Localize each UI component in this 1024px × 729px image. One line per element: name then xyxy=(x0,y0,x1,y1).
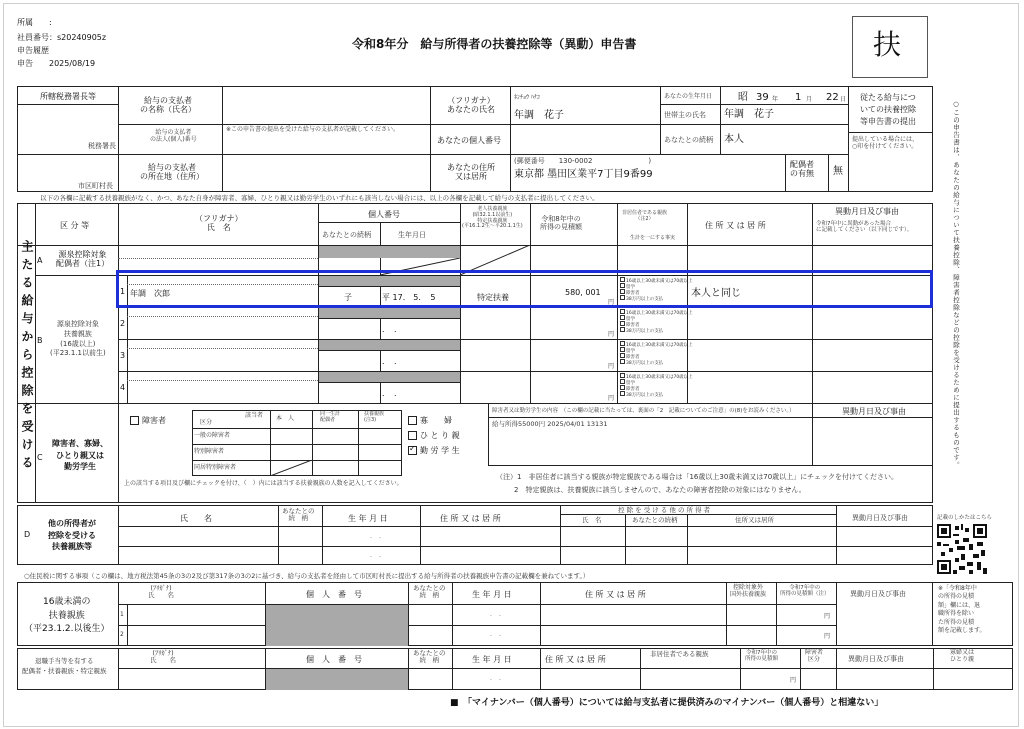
u16-birth-dots-1: ． ． xyxy=(490,611,506,618)
birth-month: 1 xyxy=(795,92,802,103)
affiliation-label: 所属 : xyxy=(17,18,52,27)
householder-value: 年調 花子 xyxy=(724,109,774,120)
u16-row-1: 1 xyxy=(120,611,124,618)
tax-office-suffix: 税務署長 xyxy=(88,142,116,150)
dependent-birth: ． ． xyxy=(382,389,402,398)
d-header-address: 住 所 又 は 居 所 xyxy=(440,514,501,523)
nonresident-option[interactable]: 留学 xyxy=(620,283,635,290)
income-yen: 円 xyxy=(608,363,615,370)
header-change: 異動月日及び事由 xyxy=(835,207,899,216)
section-b-letter: B xyxy=(37,336,43,345)
dependent-income: 580, 001 xyxy=(565,288,601,297)
disability-th-0: 区分 xyxy=(200,419,213,426)
declaration-date: 申告 2025/08/19 xyxy=(17,59,96,68)
retire-label: 退職手当等を有する 配偶者・扶養親族・特定親族 xyxy=(22,657,107,675)
d-header-change: 異動月日及び事由 xyxy=(852,514,908,522)
relation-value: 本人 xyxy=(724,134,744,145)
check-note: 上の該当する項目及び欄にチェックを付け、（ ）内には該当する扶養親族の人数を記入してください。 xyxy=(124,480,403,487)
d-header-birth: 生 年 月 日 xyxy=(348,514,388,523)
selection-highlight xyxy=(116,270,933,308)
u16-yen-1: 円 xyxy=(824,613,831,620)
ret-header-change: 異動月日及び事由 xyxy=(848,655,904,663)
header-relation: あなたとの続柄 xyxy=(322,231,371,239)
qr-label: 記載のしかたはこちら xyxy=(937,515,993,521)
dependent-type: 特定扶養 xyxy=(477,293,509,302)
u16-header-address: 住 所 又 は 居 所 xyxy=(585,590,646,599)
section-d-label: 他の所得者が 控除を受ける 扶養親族等 xyxy=(48,519,96,552)
relation-label: あなたとの続柄 xyxy=(664,136,713,144)
disability-slash xyxy=(270,460,312,476)
u16-yen-2: 円 xyxy=(824,633,831,640)
qr-code-icon[interactable] xyxy=(937,524,987,574)
header-nonresident-sub: 生計を一にする事実 xyxy=(630,235,676,241)
note-2: 2 特定親族は、扶養親族に該当しませんので、あなたの障害者控除の対象にはなりません。 xyxy=(514,486,806,494)
header-category: 区 分 等 xyxy=(60,221,90,230)
header-personal-number: 個人番号 xyxy=(368,210,400,219)
d-header-other-name: 氏 名 xyxy=(582,516,602,524)
payer-name-label: 給与の支払者 の名称（氏名） xyxy=(140,96,196,115)
ret-header-birth: 生 年 月 日 xyxy=(472,655,512,664)
ret-header-address: 住 所 又 は 居 所 xyxy=(545,655,606,664)
birth-label: あなたの生年月日 xyxy=(664,93,713,100)
disability-th-2: 本 人 xyxy=(276,415,295,422)
payer-address-label: 給与の支払者 の所在地（住所） xyxy=(140,163,204,182)
birth-year: 39 xyxy=(756,92,769,103)
dependent-birth: ． ． xyxy=(382,357,402,366)
disability-th-3: 同一生計 配偶者 xyxy=(320,411,341,423)
disability-row-1: 特別障害者 xyxy=(194,448,225,455)
u16-row-2: 2 xyxy=(120,631,124,638)
name-value: 年調 花子 xyxy=(514,110,564,121)
dependent-birth: 平 17． 5． 5 xyxy=(382,293,436,302)
u16-header-birth: 生 年 月 日 xyxy=(472,590,512,599)
spouse-label: 配偶者 の有無 xyxy=(790,160,814,179)
dependent-relation: 子 xyxy=(344,293,352,302)
furigana-label: （フリガナ） あなたの氏名 xyxy=(447,96,495,115)
nonresident-option[interactable]: 38万円以上の支払 xyxy=(620,295,663,302)
dependent-name: 年調 次郎 xyxy=(130,289,170,298)
income-yen: 円 xyxy=(608,395,615,402)
stamp-box xyxy=(852,16,928,78)
c-change-label: 異動月日及び事由 xyxy=(842,407,906,416)
ret-header-name: (ﾌﾘｶﾞﾅ) 氏 名 xyxy=(150,649,176,665)
section-b-label: 源泉控除対象 扶養親族 (16歳以上) (平23.1.1以前生) xyxy=(50,320,106,358)
nonresident-option[interactable]: 障害者 xyxy=(620,289,640,296)
disability-th-4: 扶養親族 (注3) xyxy=(364,411,385,423)
ret-birth-dots: ． ． xyxy=(490,675,506,682)
row-number: 2 xyxy=(120,319,126,328)
section-a-label: 源泉控除対象 配偶者（注1） xyxy=(56,250,110,269)
nonresident-option[interactable]: 38万円以上の支払 xyxy=(620,327,663,334)
tax-office-label: 所轄税務署長等 xyxy=(40,92,96,101)
d-header-other-relation: あなたとの続柄 xyxy=(632,516,678,524)
ret-header-nonresident: 非居住者である親族 xyxy=(650,650,709,658)
furigana-value: ﾈﾝﾁｮｳ ﾊﾅｺ xyxy=(514,94,540,101)
spouse-value: 無 xyxy=(833,166,843,177)
nonresident-option[interactable]: 38万円以上の支払 xyxy=(620,359,663,366)
disabled-checkbox[interactable]: 障害者 xyxy=(130,416,166,425)
birth-day-unit: 日 xyxy=(840,96,847,103)
ret-yen: 円 xyxy=(790,677,797,684)
nonresident-option[interactable]: 留学 xyxy=(620,379,635,386)
section-d-letter: D xyxy=(24,530,31,539)
section-c-letter: C xyxy=(37,453,43,462)
note-1: （注）1 非居住者に該当する親族が特定親族である場合は「16歳以上30歳未満又は70歳以上」にチェックを付けてください。 xyxy=(496,473,898,481)
birth-day: 22 xyxy=(826,92,839,103)
disability-th-1: 該当者 xyxy=(245,412,264,419)
working-student-checkbox[interactable]: ✓ 勤 労 学 生 xyxy=(409,444,460,455)
row-number: 1 xyxy=(120,287,126,296)
main-payer-note: 提出している場合には、 ○印を付けてください。 xyxy=(852,136,919,150)
disability-row-2: 同居特別障害者 xyxy=(194,464,237,471)
birth-month-unit: 月 xyxy=(806,96,813,103)
u16-header-change: 異動月日及び事由 xyxy=(850,590,906,598)
header-elderly: 老人扶養親族 (昭32.1.1以前生) 特定扶養親族 (平16.1.2生〜平20.1.1生) xyxy=(462,206,523,230)
dependent-birth: ． ． xyxy=(382,325,402,334)
u16-header-name: (ﾌﾘｶﾞﾅ) 氏 名 xyxy=(148,584,174,600)
householder-label: 世帯主の氏名 xyxy=(664,111,706,119)
nonresident-option[interactable]: 障害者 xyxy=(620,385,640,392)
note-line: 以下の各欄に記載する扶養親族がなく、かつ、あなた自身が障害者、寡婦、ひとり親又は勤労学生のいずれにも該当しない場合には、以上の各欄を記載して給与の支払者に提出してください。 xyxy=(40,194,599,202)
right-vertical-note: ○この申告書は、あなたの給与について扶養控除、障害者控除などの控除を受けるために提出するものです。 xyxy=(952,100,960,469)
postal-code: (郵便番号 130-0002 ) xyxy=(514,157,652,165)
content-label: 障害者又は勤労学生の内容 （この欄の記載に当たっては、裏面の「2 記載についてのご注意」の(8)をお読みください。） xyxy=(492,408,795,414)
d-birth-dots-1: ． ． xyxy=(370,533,386,540)
ret-header-number: 個 人 番 号 xyxy=(306,655,362,664)
header-address: 住 所 又 は 居 所 xyxy=(705,221,766,230)
nonresident-option[interactable]: 16歳以上30歳未満又は70歳以上 xyxy=(620,373,693,380)
income-yen: 円 xyxy=(608,299,615,306)
my-number-label: あなたの個人番号 xyxy=(437,136,501,145)
declaration-history: 申告履歴 xyxy=(17,46,49,55)
dependent-address: 本人と同じ xyxy=(691,288,741,299)
d-birth-dots-2: ． ． xyxy=(370,552,386,559)
payer-corp-note: ※この申告書の提出を受けた給与の支払者が記載してください。 xyxy=(226,126,400,133)
employee-number: 社員番号：s20240905z xyxy=(17,33,107,42)
nonresident-option[interactable]: 障害者 xyxy=(620,353,640,360)
header-income: 令和8年中の 所得の見積額 xyxy=(540,215,582,232)
u16-birth-dots-2: ． ． xyxy=(490,631,506,638)
header-furigana-name: （フリガナ） 氏 名 xyxy=(195,214,243,233)
nonresident-option[interactable]: 16歳以上30歳未満又は70歳以上 xyxy=(620,277,693,284)
form-title: 令和8年分 給与所得者の扶養控除等（異動）申告書 xyxy=(352,37,637,51)
row-number: 4 xyxy=(120,383,126,392)
payer-corp-label: 給与の支払者 の法人(個人)番号 xyxy=(150,129,197,143)
widow-checkbox[interactable]: 寡 婦 xyxy=(408,416,452,425)
under16-label: 16歳未満の 扶養親族 （平23.1.2.以後生） xyxy=(24,597,110,634)
single-parent-checkbox[interactable]: ひ と り 親 xyxy=(408,431,460,440)
header-birth: 生年月日 xyxy=(398,231,426,239)
header-change-note: 令和7年中に異動があった場合 に記載してください（以下同じです）。 xyxy=(816,221,913,234)
disability-row-0: 一般の障害者 xyxy=(194,432,231,439)
ret-header-widow: 寡婦又は ひとり親 xyxy=(950,649,975,663)
u16-header-relation: あなたとの 続 柄 xyxy=(413,584,446,600)
footer-note: ■ 「マイナンバー（個人番号）については給与支払者に提供済みのマイナンバー（個人番号）と相違ない」 xyxy=(450,698,884,708)
row-number: 3 xyxy=(120,351,126,360)
d-header-name: 氏 名 xyxy=(180,514,212,523)
residence-note: ○住民税に関する事項（この欄は、地方税法第45条の3の2及び第317条の3の2に基づき、給与の支払者を経由して市区町村長に提出する給与所得者の扶養親族申告書の記載欄を兼ねています。） xyxy=(24,572,590,580)
nonresident-option[interactable]: 留学 xyxy=(620,347,635,354)
stamp-char: 扶 xyxy=(873,28,902,61)
section-c-label: 障害者、寡婦、 ひとり親又は 勤労学生 xyxy=(52,439,108,472)
nonresident-option[interactable]: 留学 xyxy=(620,315,635,322)
nonresident-option[interactable]: 障害者 xyxy=(620,321,640,328)
birth-year-unit: 年 xyxy=(772,96,779,103)
u16-header-number: 個 人 番 号 xyxy=(306,590,362,599)
ret-header-income: 令和7年中の 所得の見積額 xyxy=(745,650,779,663)
side-title: 主たる給与から控除を受ける xyxy=(20,240,34,474)
nonresident-option[interactable]: 16歳以上30歳未満又は70歳以上 xyxy=(620,341,693,348)
d-header-other-address: 住所又は居所 xyxy=(735,516,774,524)
d-header-other: 控 除 を 受 け る 他 の 所 得 者 xyxy=(618,506,711,514)
birth-era: 昭 xyxy=(738,92,748,103)
ret-header-disabled: 障害者 区分 xyxy=(805,649,824,663)
header-nonresident: 非居住者である親族 （注2） xyxy=(622,210,668,222)
nonresident-option[interactable]: 38万円以上の支払 xyxy=(620,391,663,398)
section-a-letter: A xyxy=(37,256,43,265)
ret-header-relation: あなたとの 続 柄 xyxy=(413,649,446,665)
content-value: 給与所得55000円 2025/04/01 13131 xyxy=(492,420,608,428)
address-label: あなたの住所 又は居所 xyxy=(447,163,495,182)
city-suffix: 市区町村長 xyxy=(78,182,113,190)
main-payer-title: 従たる給与につ いての扶養控除 等申告書の提出 xyxy=(860,93,916,126)
u16-header-foreign: 控除対象外 国外扶養親族 xyxy=(730,584,767,598)
income-yen: 円 xyxy=(608,331,615,338)
u16-note: ※「令和8年中 の所得の見積 額」欄には、退 職所得を除い た所得の見積 額を記載します。 xyxy=(938,585,986,634)
nonresident-option[interactable]: 16歳以上30歳未満又は70歳以上 xyxy=(620,309,693,316)
u16-header-income: 令和7年中の 所得の見積額（注） xyxy=(780,585,830,598)
address-value: 東京都 墨田区業平7丁目9番99 xyxy=(514,169,653,180)
d-header-relation: あなたとの 続 柄 xyxy=(282,507,315,523)
